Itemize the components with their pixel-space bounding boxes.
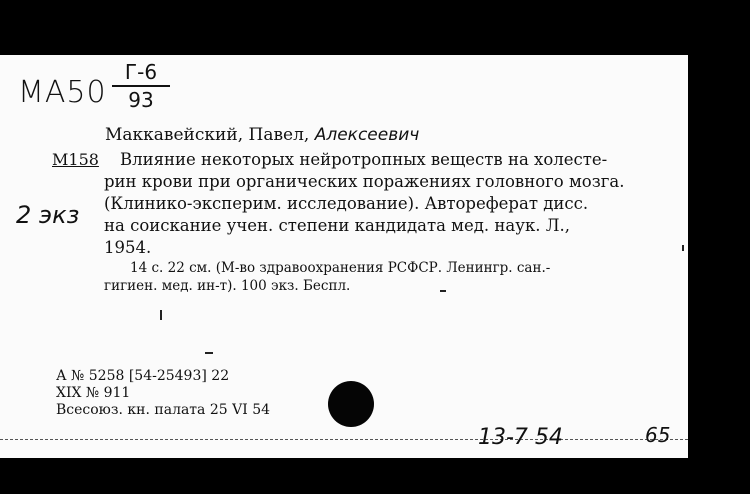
speck — [205, 352, 213, 354]
title-line: Влияние некоторых нейротропных веществ на холесте- — [120, 150, 608, 169]
title-line: 1954. — [104, 238, 152, 257]
punch-hole — [328, 381, 374, 427]
corner-mark: 65 — [645, 423, 671, 447]
shelf-mark-code: МА50 — [18, 75, 107, 110]
call-number: М158 — [52, 150, 99, 169]
speck — [682, 245, 684, 251]
card-bottom-rule — [0, 439, 688, 440]
speck — [160, 310, 162, 320]
physical-description-line: 14 с. 22 см. (М-во здравоохранения РСФСР. Ленингр. сан.- — [130, 260, 551, 276]
shelf-mark-fraction — [112, 61, 170, 111]
speck — [440, 290, 446, 292]
catalog-card — [0, 55, 688, 458]
stamp-number: 13-7 54 — [478, 425, 563, 450]
title-line: на соискание учен. степени кандидата мед. наук. Л., — [104, 216, 571, 235]
fraction-bar — [112, 85, 170, 87]
title-line: (Клинико-эксперим. исследование). Автореферат дисс. — [104, 194, 589, 213]
author-handwritten-patronymic: Алексеевич — [314, 125, 420, 145]
physical-description-line: гигиен. мед. ин-т). 100 экз. Беспл. — [104, 278, 351, 294]
accession-line: А № 5258 [54-25493] 22 — [56, 368, 230, 384]
author-printed-name: Маккавейский, Павел — [105, 125, 304, 145]
title-line: рин крови при органических поражениях головного мозга. — [104, 172, 625, 191]
shelf-mark-fraction-bottom: 93 — [128, 88, 154, 112]
accession-line: Всесоюз. кн. палата 25 VI 54 — [56, 402, 271, 418]
copies-note: 2 экз — [16, 201, 80, 229]
accession-line: XIX № 911 — [56, 385, 131, 401]
author-heading: Маккавейский, Павел, Алексеевич — [105, 125, 420, 145]
shelf-mark-fraction-top: Г-6 — [124, 60, 158, 84]
